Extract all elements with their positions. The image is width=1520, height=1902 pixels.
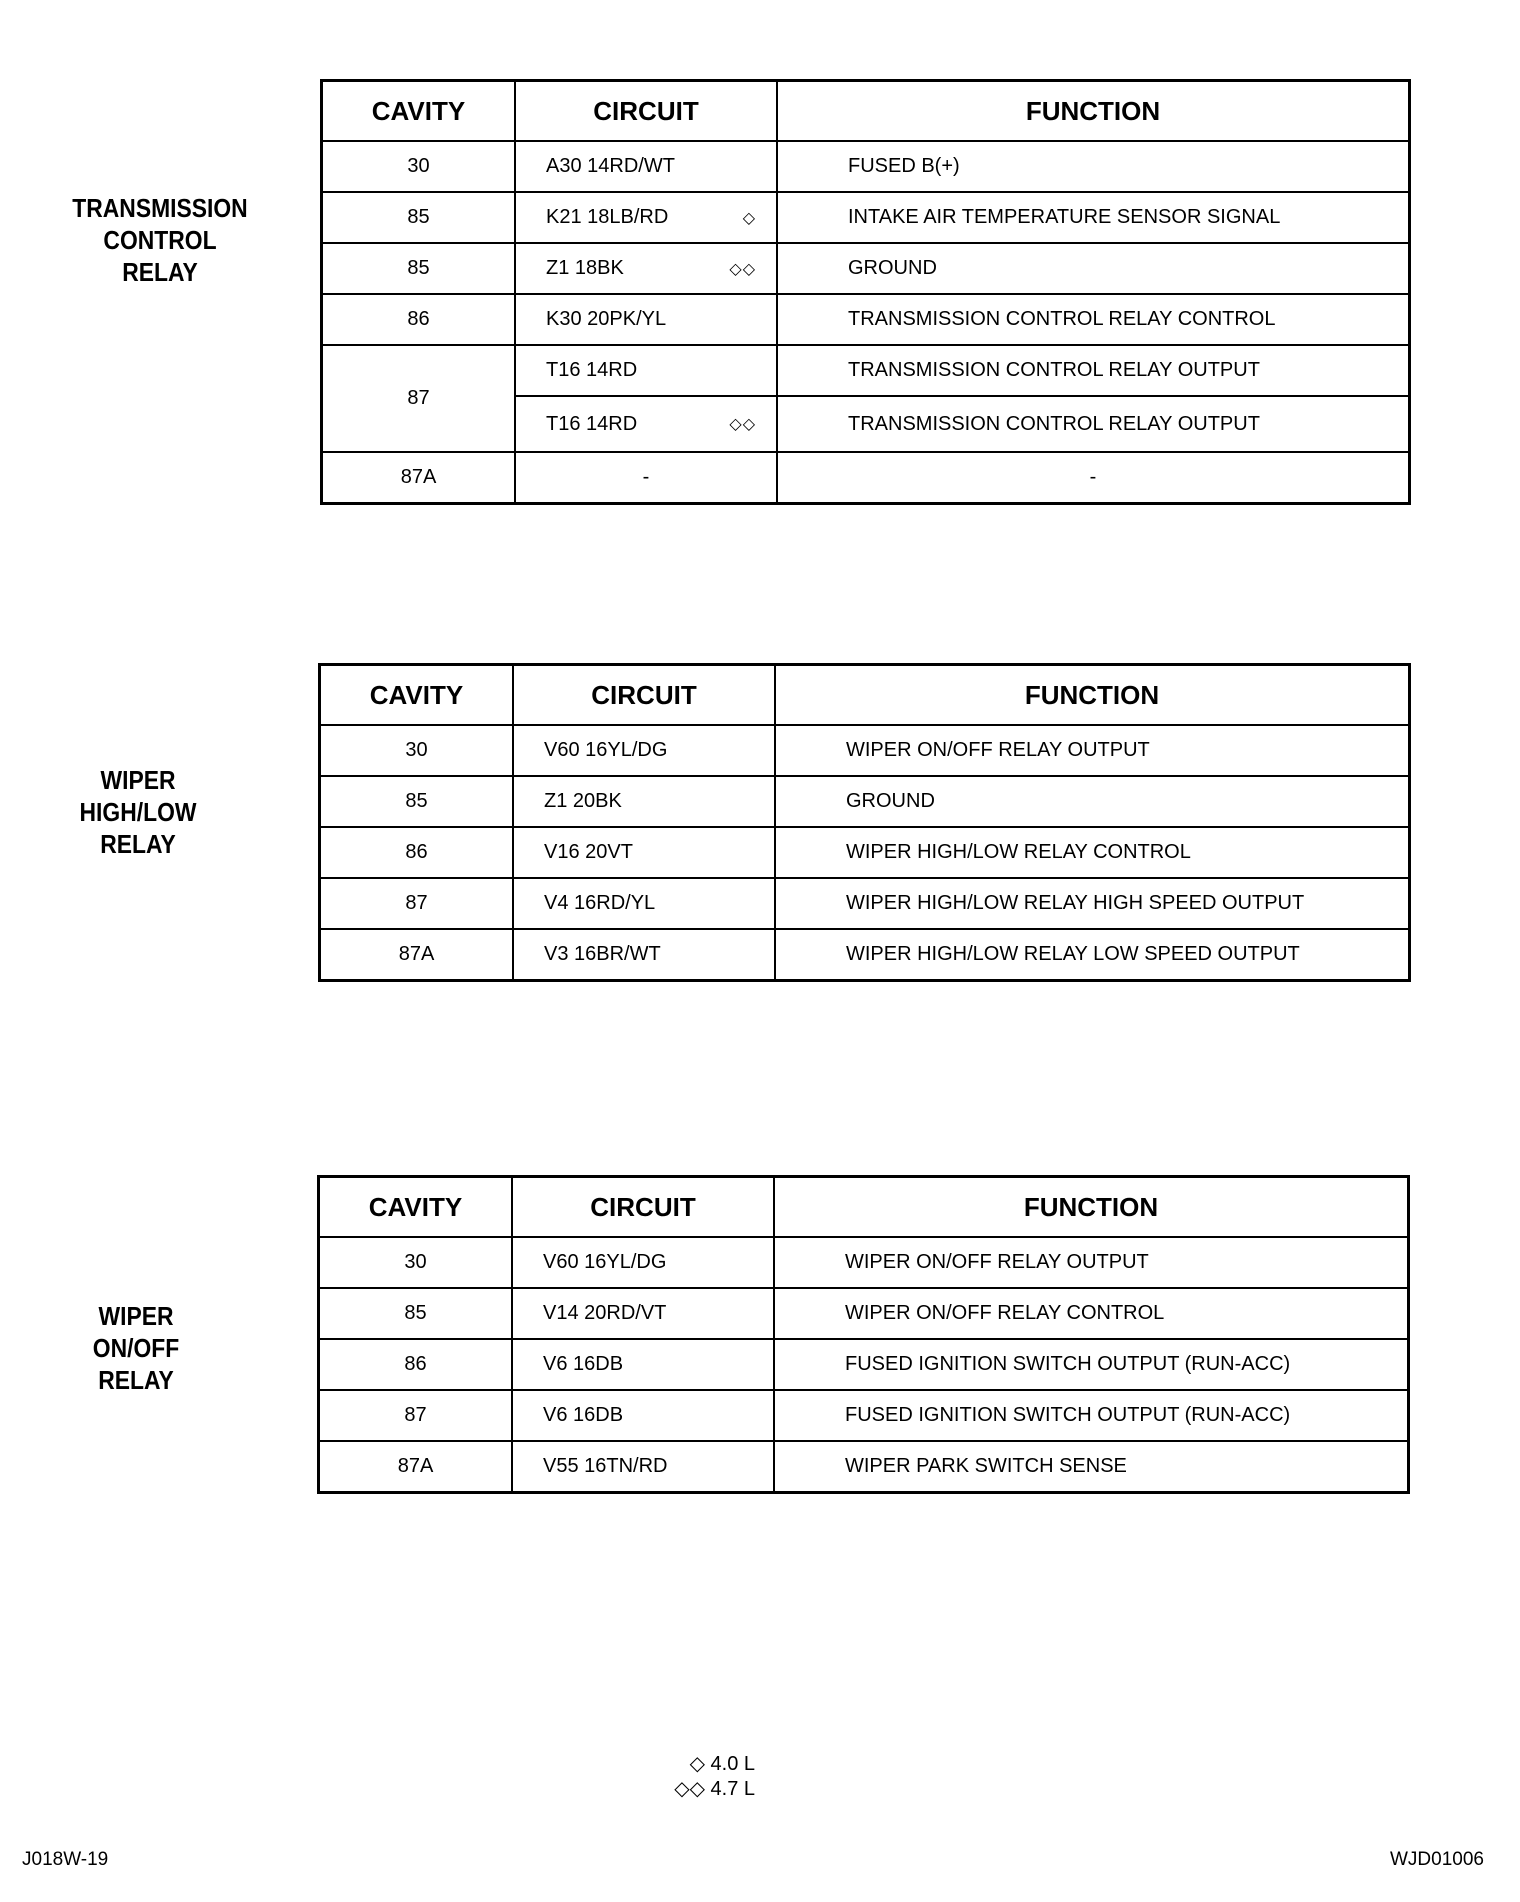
cavity-cell: 85 [322,192,516,243]
circuit-cell: V4 16RD/YL [513,878,775,929]
diamond-icon: ◇ [689,1753,705,1775]
table-row [320,929,1410,981]
engine-4-7-marker: ◇◇ [729,260,756,278]
cavity-cell: 30 [320,725,514,776]
circuit-cell: K30 20PK/YL [515,294,777,345]
circuit-cell: V14 20RD/VT [512,1288,774,1339]
function-header: FUNCTION [777,81,1410,142]
cavity-cell: 85 [319,1288,513,1339]
function-cell: WIPER ON/OFF RELAY OUTPUT [775,725,1410,776]
circuit-header: CIRCUIT [512,1177,774,1238]
double-diamond-icon: ◇◇ [674,1778,705,1800]
wiper-on-off-relay-label: WIPER ON/OFF RELAY [92,1301,180,1395]
engine-4-7-marker: ◇◇ [729,416,756,433]
table-row [320,725,1410,776]
circuit-header: CIRCUIT [513,665,775,726]
function-cell: - [777,452,1410,504]
table-row [320,827,1410,878]
function-cell: FUSED IGNITION SWITCH OUTPUT (RUN-ACC) [774,1390,1409,1441]
cavity-cell: 85 [320,776,514,827]
circuit-cell: V6 16DB [512,1390,774,1441]
function-cell: TRANSMISSION CONTROL RELAY CONTROL [777,294,1410,345]
table-row [320,776,1410,827]
legend-item: ◇ 4.0 L [689,1753,755,1775]
table-row [320,878,1410,929]
function-header: FUNCTION [774,1177,1409,1238]
function-cell: FUSED B(+) [777,141,1410,192]
cavity-cell: 85 [322,243,516,294]
function-cell: WIPER HIGH/LOW RELAY LOW SPEED OUTPUT [775,929,1410,981]
circuit-cell: K21 18LB/RD ◇ [515,192,777,243]
circuit-cell: A30 14RD/WT [515,141,777,192]
cavity-header: CAVITY [319,1177,513,1238]
circuit-cell: V60 16YL/DG [513,725,775,776]
circuit-cell: T16 14RD ◇◇ [515,396,777,452]
circuit-cell: Z1 20BK [513,776,775,827]
cavity-cell: 87 [322,345,516,452]
circuit-cell: - [515,452,777,504]
cavity-cell: 86 [322,294,516,345]
function-cell: GROUND [775,776,1410,827]
table-row [322,192,1410,243]
circuit-cell: V3 16BR/WT [513,929,775,981]
wiper-high-low-relay-label: WIPER HIGH/LOW RELAY [79,765,197,859]
circuit-header: CIRCUIT [515,81,777,142]
table-row [322,294,1410,345]
legend-item: ◇◇ 4.7 L [674,1778,755,1800]
circuit-cell: V6 16DB [512,1339,774,1390]
table-row [319,1339,1409,1390]
transmission-control-relay-label: TRANSMISSION CONTROL RELAY [72,193,248,287]
function-cell: FUSED IGNITION SWITCH OUTPUT (RUN-ACC) [774,1339,1409,1390]
cavity-cell: 30 [322,141,516,192]
engine-4-0-marker: ◇ [742,209,756,227]
table-row [322,452,1410,504]
function-cell: WIPER ON/OFF RELAY OUTPUT [774,1237,1409,1288]
table-row [319,1390,1409,1441]
table-row [319,1441,1409,1493]
function-cell: WIPER HIGH/LOW RELAY CONTROL [775,827,1410,878]
function-cell: TRANSMISSION CONTROL RELAY OUTPUT [777,345,1410,396]
cavity-header: CAVITY [322,81,516,142]
circuit-cell: V55 16TN/RD [512,1441,774,1493]
circuit-cell: V16 20VT [513,827,775,878]
cavity-cell: 87 [319,1390,513,1441]
transmission-control-relay-table [320,79,1411,505]
table-row [322,345,1410,396]
cavity-cell: 87 [320,878,514,929]
engine-legend [670,1752,755,1802]
wiper-on-off-relay-table [317,1175,1410,1494]
function-cell: WIPER ON/OFF RELAY CONTROL [774,1288,1409,1339]
cavity-cell: 87A [322,452,516,504]
cavity-cell: 86 [320,827,514,878]
cavity-cell: 87A [319,1441,513,1493]
function-cell: INTAKE AIR TEMPERATURE SENSOR SIGNAL [777,192,1410,243]
table-row [322,141,1410,192]
table-row [319,1237,1409,1288]
circuit-cell: T16 14RD [515,345,777,396]
function-cell: GROUND [777,243,1410,294]
table-row [319,1288,1409,1339]
function-cell: WIPER HIGH/LOW RELAY HIGH SPEED OUTPUT [775,878,1410,929]
circuit-cell: V60 16YL/DG [512,1237,774,1288]
function-cell: TRANSMISSION CONTROL RELAY OUTPUT [777,396,1410,452]
wiper-high-low-relay-table [318,663,1411,982]
figure-id-right: WJD01006 [1390,1849,1484,1870]
cavity-header: CAVITY [320,665,514,726]
function-header: FUNCTION [775,665,1410,726]
figure-id-left: J018W-19 [22,1849,109,1870]
table-row [322,243,1410,294]
circuit-cell: Z1 18BK ◇◇ [515,243,777,294]
cavity-cell: 30 [319,1237,513,1288]
cavity-cell: 87A [320,929,514,981]
cavity-cell: 86 [319,1339,513,1390]
function-cell: WIPER PARK SWITCH SENSE [774,1441,1409,1493]
